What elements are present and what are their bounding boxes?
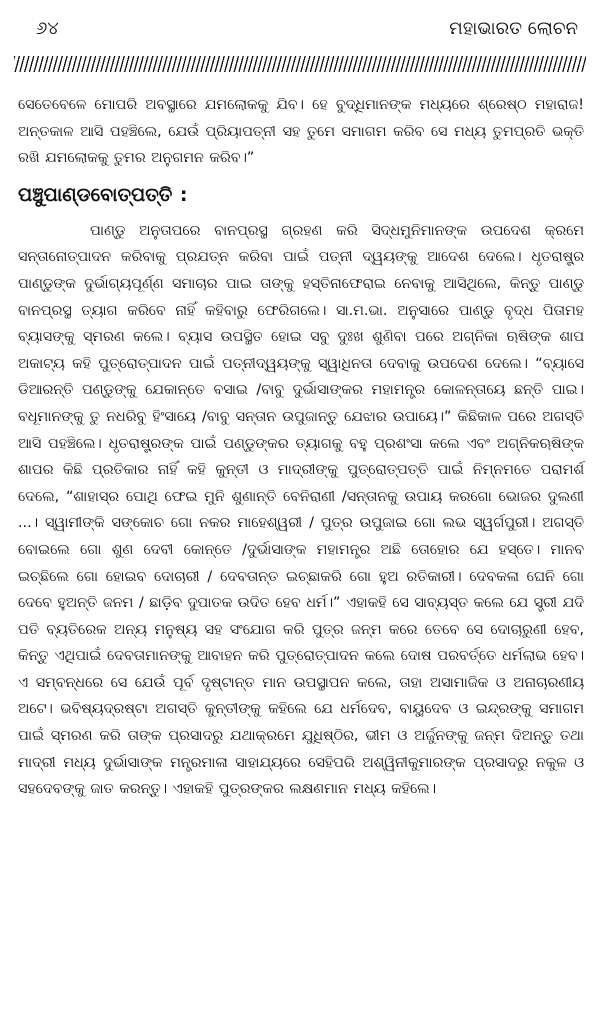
main-paragraph: ପାଣ୍ଡୁ ଅନୁତାପରେ ବାନପ୍ରସ୍ଥ ଗ୍ରହଣ କରି ସିଦ୍ଧମୁନିମାନଙ୍କ ଉପଦେଶ କ୍ରମେ ସନ୍ତାନୋତ୍ପାଦନ କରିବାକୁ ପ୍ରଯତ୍ନ କରିବା ପାଇଁ ପତ୍ନୀ ଦ୍ୱୟଙ୍କୁ ଆଦେଶ ଦେଲେ। ଧୃତରାଷ୍ଟ୍ର ପାଣ୍ଡୁଙ୍କ ଦୁର୍ଭାଗ୍ୟପୂର୍ଣ୍ଣ ସମାଚାର ପାଇ ତାଙ୍କୁ ହସ୍ତିନାଫେରାଇ ନେବାକୁ ଆସିଥିଲେ, କିନ୍ତୁ ପାଣ୍ଡୁ ବାନପ୍ରସ୍ଥ ତ୍ୟାଗ କରିବେ ନାହିଁ କହିବାରୁ ଫେରିଗଲେ। ସା.ମ.ଭା. ଅନୁସାରେ ପାଣ୍ଡୁ ବୃଦ୍ଧ ପିତାମହ ବ୍ୟାସଙ୍କୁ ସ୍ମରଣ କଲେ। ବ୍ୟାସ ଉପସ୍ଥିତ ହୋଇ ସବୁ ଦୁଃଖ ଶୁଣିବା ପରେ ଅଗ୍ନିକା ଋଷିଙ୍କ ଶାପ ଅକାଟ୍ୟ କହି ପୁତ୍ରୋତ୍ପାଦନ ପାଇଁ ପତ୍ନୀଦ୍ୱୟଙ୍କୁ ସ୍ୱାଧିନତା ଦେବାକୁ ଉପଦେଶ ଦେଲେ। “ବ୍ୟାସେ ଡିଆରନ୍ତି ପଣ୍ଡୁଙ୍କୁ ଯେକାନ୍ତେ ବସାଇ /ବାବୁ ଦୁର୍ଭାସାଙ୍କର ମହାମନ୍ତ୍ର କୋଳନ୍ତାୟେ ଛନ୍ତି ପାଇ। ବଧୂମାନଙ୍କୁ ତୁ ନଧରିବୁ ହିଂସାୟେ /ବାବୁ ସନ୍ତାନ ଉପୁଜାନ୍ତୁ ଯେଝାର ଉପାୟେ।” କିଛିକାଳ ପରେ ଅଗସ୍ତି ଆସି ପହଞ୍ଚିଲେ। ଧୃତରାଷ୍ଟ୍ରଙ୍କ ପାଇଁ ପଣ୍ଡୁଙ୍କର ତ୍ୟାଗକୁ ବହୁ ପ୍ରଶଂସା କଲେ ଏବଂ ଅଗ୍ନିକଋଷିଙ୍କ ଶାପର କିଛି ପ୍ରତିକାର ନାହିଁ କହି କୁନ୍ତୀ ଓ ମାଦ୍ରୀଙ୍କୁ ପୁତ୍ରୋତ୍ପତ୍ତି ପାଇଁ ନିମ୍ନମତେ ପରାମର୍ଶ ଦେଲେ, “ଶାହାସ୍ର ପୋଥି ଫେଇ ମୁନି ଶୁଣାନ୍ତି ବେନିରାଣୀ /ସନ୍ତାନକୁ ଉପାୟ କରଗୋ ଭୋଜର ଦୁଲଣୀ ...। ସ୍ୱାମୀଙ୍କି ସଙ୍କୋଚ ଗୋ ନକର ମାହେଶ୍ୱରୀ / ପୁତ୍ର ଉପୁଜାଇ ଗୋ ଲଭ ସ୍ୱର୍ଗପୁରୀ। ଅଗସ୍ତି ବୋଇଲେ ଗୋ ଶୁଣ ଦେବୀ କୋନ୍ତେ /ଦୁର୍ଭାସାଙ୍କ ମହାମନ୍ତ୍ର ଅଛି ତୋହୋର ଯେ ହସ୍ତେ। ମାନବ ଇଚ୍ଛିଲେ ଗୋ ହୋଇବ ଦୋଚାରୀ / ଦେବତାନ୍ତ ଇଚ୍ଛାକରି ଗୋ ହୁଅ ରତିକାରୀ। ଦେବକଳା ଘେନି ଗୋ ଦେବେ ହୁଅନ୍ତି ଜନମ / ଛାଡ଼ିବ ଦୁପାତକ ଉଦିତ ହେବ ଧର୍ମ।” ଏହାକହି ସେ ସାବ୍ୟସ୍ତ କଲେ ଯେ ସ୍ତ୍ରୀ ଯଦି ପତି ବ୍ୟତିରେକ ଅନ୍ୟ ମନୁଷ୍ୟ ସହ ସଂଯୋଗ କରି ପୁତ୍ର ଜନ୍ମ କରେ ତେବେ ସେ ଦୋଚାରୁଣୀ ହେବ, କିନ୍ତୁ ଏଥିପାଇଁ ଦେବତାମାନଙ୍କୁ ଆବାହନ କରି ପୁତ୍ରୋତ୍ପାଦନ କଲେ ଦୋଷ ପରବର୍ତ୍ତେ ଧର୍ମଲାଭ ହେବ। ଏ ସମ୍ବନ୍ଧରେ ସେ ଯେଉଁ ପୂର୍ବ ଦୃଷ୍ଟାନ୍ତ ମାନ ଉପସ୍ଥାପନ କଲେ, ତାହା ଅସାମାଜିକ ଓ ଅନାଚାରଣୀୟ ଅଟେ। ଭବିଷ୍ୟଦ୍ରଷ୍ଟା ଅଗସ୍ତି କୁନ୍ତୀଙ୍କୁ କହିଲେ ଯେ ଧର୍ମଦେବ, ବାୟୁଦେବ ଓ ଇନ୍ଦ୍ରଙ୍କୁ ସମାଗମ ପାଇଁ ସ୍ମରଣ କରି ତାଙ୍କ ପ୍ରସାଦରୁ ଯଥାକ୍ରମେ ଯୁଧିଷ୍ଠିର, ଭୀମ ଓ ଅର୍ଜୁନଙ୍କୁ ଜନ୍ମ ଦିଅନ୍ତୁ ତଥା ମାଦ୍ରୀ ମଧ୍ୟ ଦୁର୍ଭାସାଙ୍କ ମନ୍ତ୍ରମାଳା ସାହାଯ୍ୟରେ ସେହିପରି ଅଶ୍ୱିନୀକୁମାରଙ୍କ ପ୍ରସାଦରୁ ନକୁଳ ଓ ସହଦେବଙ୍କୁ ଜାତ କରନ୍ତୁ। ଏହାକହି ପୁତ୍ରଙ୍କର ଲକ୍ଷଣମାନ ମଧ୍ୟ କହିଲେ। xyxy=(18,222,584,798)
page-number: ୬୪ xyxy=(36,18,59,39)
book-title: ମହାଭାରତ ଲୋଚନ xyxy=(449,18,578,39)
page-body xyxy=(18,92,584,803)
header-divider xyxy=(14,56,586,72)
running-header xyxy=(14,12,586,46)
section-heading: ପଞ୍ଚୁପାଣ୍ଡବୋତ୍ପତ୍ତି : xyxy=(18,183,188,206)
opening-paragraph: ସେତେବେଳେ ମୋପରି ଅବସ୍ଥାରେ ଯମଲୋକକୁ ଯିବ। ହେ ବୁଦ୍ଧିମାନଙ୍କ ମଧ୍ୟରେ ଶ୍ରେଷ୍ଠ ମହାରାଜ! ଅନ୍ତକାଳ ଆସି ପହଞ୍ଚିଲେ, ଯେଉଁ ପ୍ରିୟାପତ୍ନୀ ସହ ତୁମେ ସମାଗମ କରିବ ସେ ମଧ୍ୟ ତୁମପ୍ରତି ଭକ୍ତି ରଖି ଯମଲୋକକୁ ତୁମର ଅନୁଗମନ କରିବ।” xyxy=(18,97,584,167)
